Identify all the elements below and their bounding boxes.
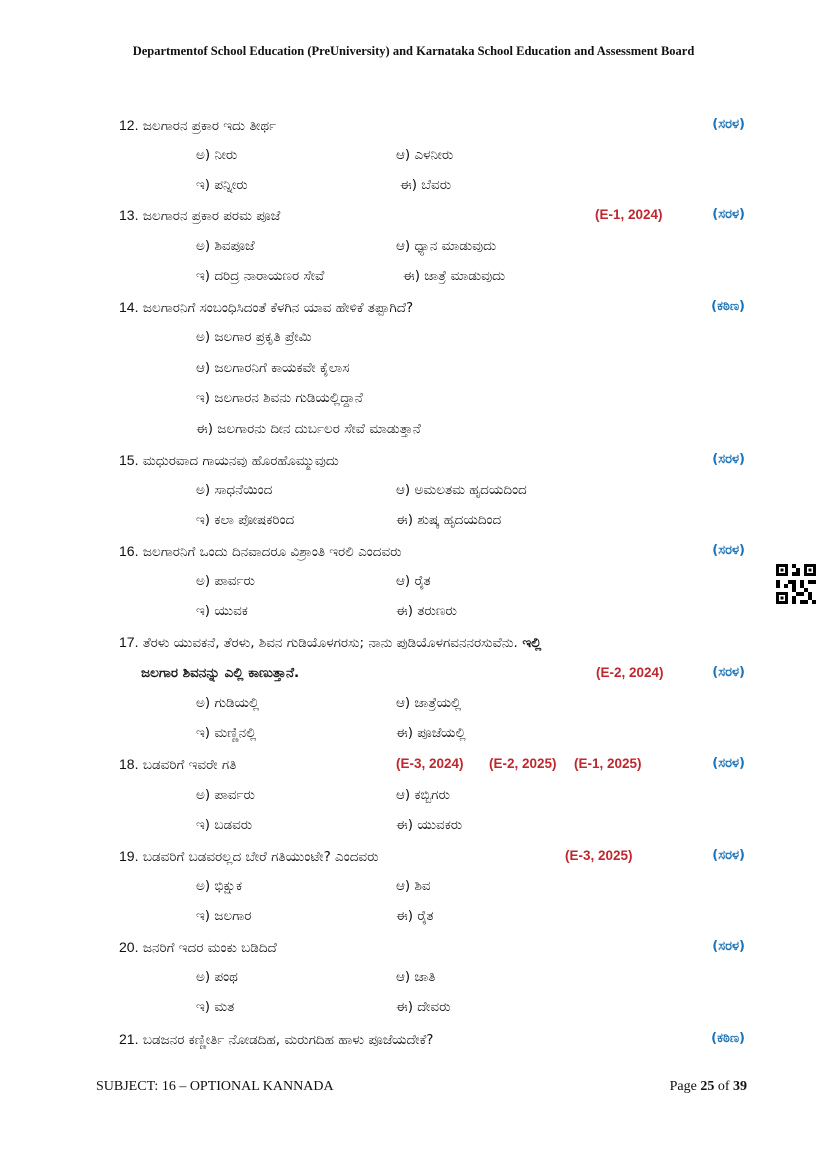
option-b: ಆ) ರೈತ (396, 573, 431, 589)
question-text: ಜಲಗಾರನ ಪ್ರಕಾರ ಇದು ತೀರ್ಥ (142, 118, 277, 134)
page-label: Page (669, 1079, 697, 1094)
question-text: ಬಡವರಿಗೆ ಬಡವರಲ್ಲದ ಬೇರೆ ಗತಿಯುಂಟೇ? ಎಂದವರು (142, 849, 379, 865)
question-text: ಜಲಗಾರನಿಗೆ ಸಂಬಂಧಿಸಿದಂತೆ ಕೆಳಗಿನ ಯಾವ ಹೇಳಿಕೆ ತಪ್ಪಾಗಿದೆ? (142, 300, 414, 316)
question-text: ಜಲಗಾರನ ಪ್ರಕಾರ ಪರಮ ಪೂಜೆ (142, 208, 281, 224)
option-a: ಅ) ಪಂಥ (196, 969, 238, 985)
question-20 (119, 935, 749, 959)
option-a: ಅ) ಪಾರ್ವರು (196, 787, 255, 803)
option-a: ಅ) ನೀರು (196, 147, 238, 163)
option-d: ಈ) ರೈತ (396, 908, 434, 924)
option-c: ಇ) ಮಣ್ಣಿನಲ್ಲಿ (196, 725, 257, 741)
question-14 (119, 295, 749, 319)
difficulty-badge: (ಕಠಿಣ) (711, 299, 745, 314)
option-b: ಆ) ಜಾತ್ರೆಯಲ್ಲಿ (396, 695, 462, 711)
exam-tag: (E-2, 2025) (489, 756, 557, 771)
option-b: ಆ) ಅಮಲತಮ ಹೃದಯದಿಂದ (396, 482, 527, 498)
difficulty-badge: (ಕಠಿಣ) (711, 1031, 745, 1046)
question-number: 21. (119, 1031, 139, 1047)
question-number: 12. (119, 117, 139, 133)
option-d: ಈ) ಜಾತ್ರೆ ಮಾಡುವುದು (403, 268, 506, 284)
option-a: ಅ) ಭಿಕ್ಷುಕ (196, 878, 243, 894)
exam-tag: (E-1, 2024) (595, 207, 663, 222)
exam-tag: (E-3, 2024) (396, 756, 464, 771)
option-a: ಅ) ಶಿವಪೂಜೆ (196, 238, 255, 254)
question-text: ಜನರಿಗೆ ಇದರ ಮಂಕು ಬಡಿದಿದೆ (142, 940, 277, 956)
question-number: 18. (119, 756, 139, 772)
question-number: 20. (119, 939, 139, 955)
page-total: 39 (733, 1079, 747, 1094)
difficulty-badge: (ಸರಳ) (712, 939, 745, 954)
option-c: ಇ) ಯುವಕ (196, 603, 248, 619)
question-text: ಬಡಜನರ ಕಣ್ಣೀರ್ತಿ ನೋಡದಿಹ, ಮರುಗದಿಹ ಹಾಳು ಪೂಜೆಯದೇಕೆ? (142, 1032, 434, 1048)
qr-code-icon (776, 564, 816, 604)
question-text: ಜಲಗಾರನಿಗೆ ಒಂದು ದಿನವಾದರೂ ವಿಶ್ರಾಂತಿ ಇರಲಿ ಎಂದವರು (142, 544, 402, 560)
option-c: ಇ) ಜಲಗಾರನ ಶಿವನು ಗುಡಿಯಲ್ಲಿದ್ದಾನೆ (196, 390, 363, 406)
question-number: 16. (119, 543, 139, 559)
question-text: ಬಡವರಿಗೆ ಇವರೇ ಗತಿ (142, 757, 237, 773)
option-b: ಆ) ಜಲಗಾರನಿಗೆ ಕಾಯಕವೇ ಕೈಲಾಸ (196, 360, 350, 376)
question-text: ತೆರಳು ಯುವಕನೆ, ತೆರಳು, ಶಿವನ ಗುಡಿಯೊಳಗರಸು; ನಾನು ಪುಡಿಯೊಳಗವನನರಸುವೆನು. (142, 635, 518, 651)
option-d: ಈ) ದೇವರು (396, 999, 451, 1015)
question-12 (119, 113, 749, 137)
question-16 (119, 539, 749, 563)
option-a: ಅ) ಪಾರ್ವರು (196, 573, 255, 589)
option-c: ಇ) ಬಡವರು (196, 817, 253, 833)
option-d: ಈ) ಬೆವರು (400, 177, 452, 193)
question-17 (119, 630, 749, 654)
page-current: 25 (700, 1079, 715, 1094)
option-b: ಆ) ಧ್ಯಾನ ಮಾಡುವುದು (396, 238, 497, 254)
question-19 (119, 844, 749, 868)
question-number: 15. (119, 452, 139, 468)
exam-tag: (E-3, 2025) (565, 848, 633, 863)
option-a: ಅ) ಗುಡಿಯಲ್ಲಿ (196, 695, 260, 711)
option-b: ಆ) ಜಾತಿ (396, 969, 436, 985)
difficulty-badge: (ಸರಳ) (712, 848, 745, 863)
footer-page-number (670, 1079, 747, 1095)
question-number: 19. (119, 848, 139, 864)
option-d: ಈ) ತರುಣರು (396, 603, 457, 619)
option-c: ಇ) ಮತ (196, 999, 235, 1015)
difficulty-badge: (ಸರಳ) (712, 207, 745, 222)
question-text-continued: ಜಲಗಾರ ಶಿವನನ್ನು ಎಲ್ಲಿ ಕಾಣುತ್ತಾನೆ. (141, 665, 300, 681)
option-d: ಈ) ಯುವಕರು (396, 817, 463, 833)
page-header: Departmentof School Education (PreUniversity) and Karnataka School Education and Assessment Board (132, 44, 695, 58)
footer-subject: SUBJECT: 16 – OPTIONAL KANNADA (96, 1079, 334, 1094)
question-number: 14. (119, 299, 139, 315)
difficulty-badge: (ಸರಳ) (712, 117, 745, 132)
question-17-line2 (141, 661, 749, 685)
option-a: ಅ) ಸಾಧನೆಯಿಂದ (196, 482, 273, 498)
option-d: ಈ) ಶುಷ್ಕ ಹೃದಯದಿಂದ (396, 512, 502, 528)
option-c: ಇ) ಜಲಗಾರ (196, 908, 252, 924)
page-of-label: of (717, 1079, 730, 1094)
question-number: 13. (119, 207, 139, 223)
difficulty-badge: (ಸರಳ) (712, 452, 745, 467)
question-21 (119, 1027, 749, 1051)
difficulty-badge: (ಸರಳ) (712, 756, 745, 771)
question-15 (119, 448, 749, 472)
option-d: ಈ) ಜಲಗಾರನು ದೀನ ದುರ್ಬಲರ ಸೇವೆ ಮಾಡುತ್ತಾನೆ (196, 421, 421, 437)
option-c: ಇ) ದರಿದ್ರ ನಾರಾಯಣರ ಸೇವೆ (196, 268, 325, 284)
exam-tag: (E-1, 2025) (574, 756, 642, 771)
difficulty-badge: (ಸರಳ) (712, 665, 745, 680)
question-text-bold: ಇಲ್ಲಿ (522, 635, 542, 651)
difficulty-badge: (ಸರಳ) (712, 543, 745, 558)
question-18 (119, 752, 749, 776)
question-13 (119, 203, 749, 227)
option-c: ಇ) ಕಲಾ ಪೋಷಕರಿಂದ (196, 512, 295, 528)
option-c: ಇ) ಪನ್ನೀರು (196, 177, 248, 193)
option-b: ಆ) ಎಳನೀರು (396, 147, 454, 163)
option-a: ಅ) ಜಲಗಾರ ಪ್ರಕೃತಿ ಪ್ರೇಮಿ (196, 329, 312, 345)
question-number: 17. (119, 634, 139, 650)
option-b: ಆ) ಕಬ್ಬಿಗರು (396, 787, 450, 803)
question-text: ಮಧುರವಾದ ಗಾಯನವು ಹೊರಹೊಮ್ಮುವುದು (142, 453, 339, 469)
option-b: ಆ) ಶಿವ (396, 878, 431, 894)
option-d: ಈ) ಪೂಜೆಯಲ್ಲಿ (396, 725, 466, 741)
exam-tag: (E-2, 2024) (596, 665, 664, 680)
